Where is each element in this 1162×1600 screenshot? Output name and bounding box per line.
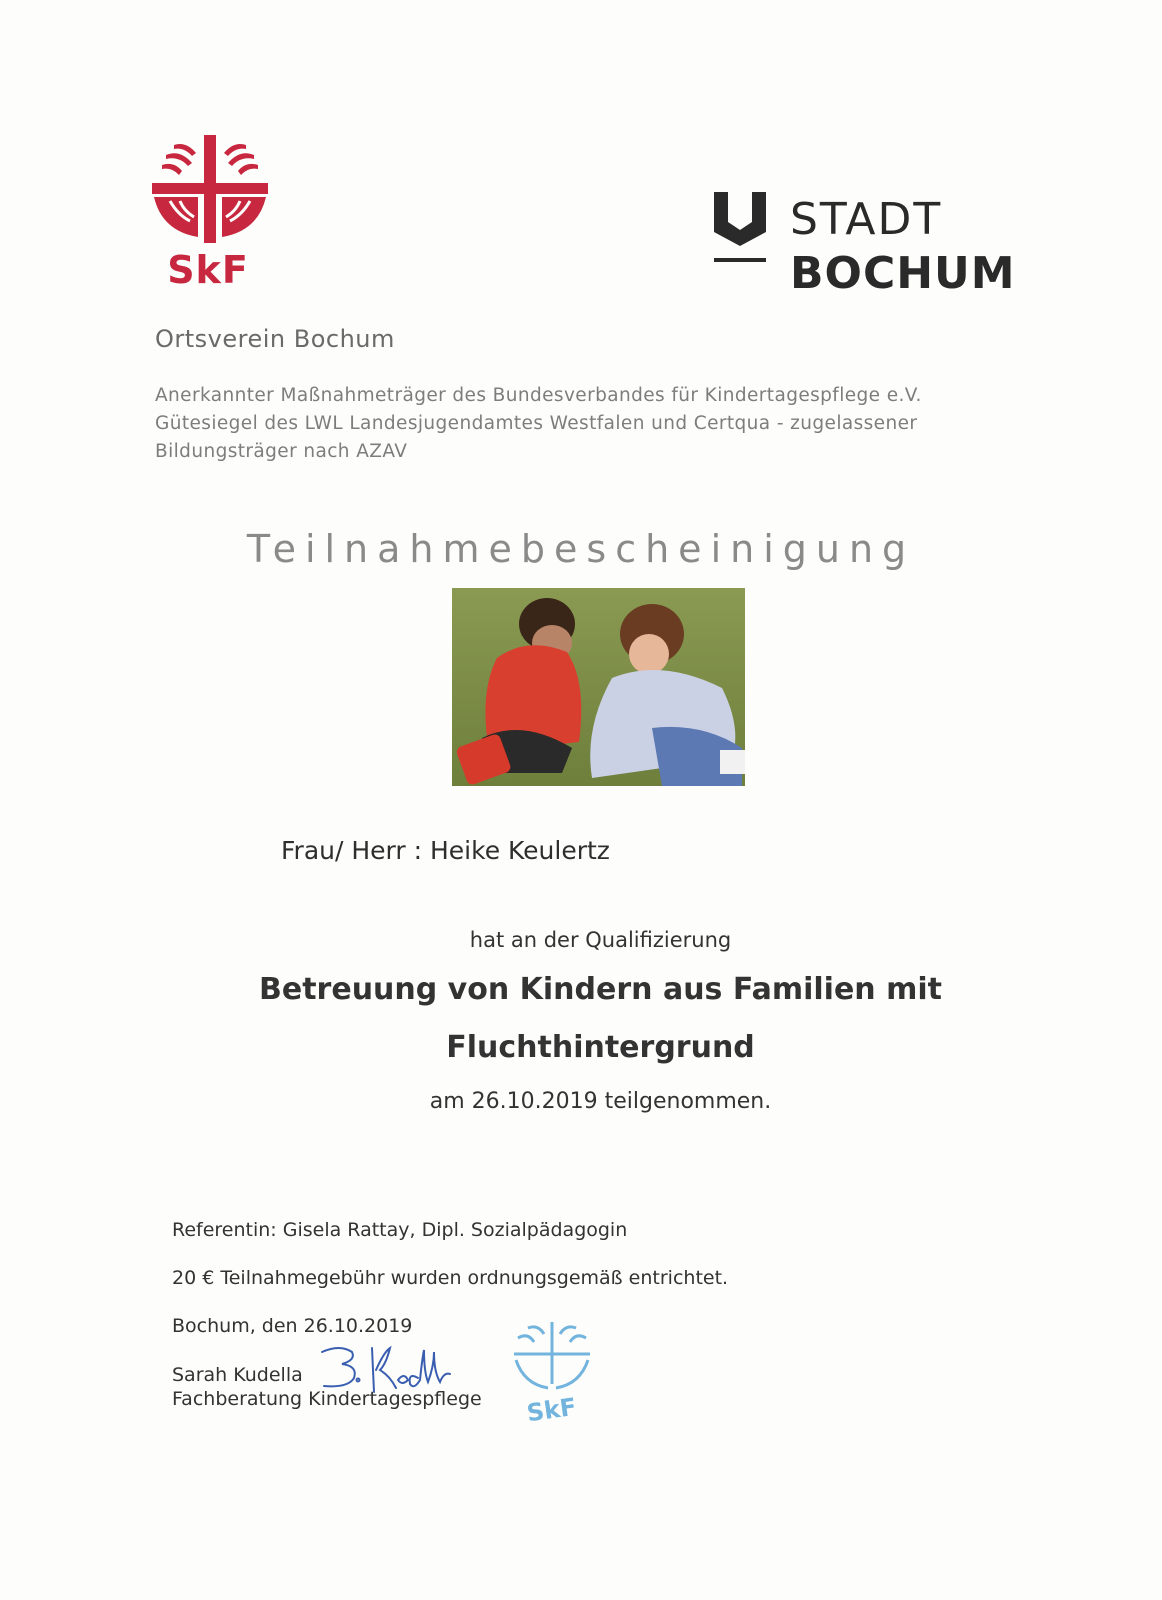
course-title-line2: Fluchthintergrund (446, 1030, 755, 1065)
organization-subtitle: Anerkannter Maßnahmeträger des Bundesverbandes für Kindertagespflege e.V. Gütesiegel des LWL Landesjugendamtes Westfalen und Certqua - zugelassener Bildungsträger nach AZAV (155, 385, 922, 462)
svg-text:SkF: SkF (525, 1392, 579, 1428)
bochum-book-icon (712, 190, 768, 268)
place-date-line: Bochum, den 26.10.2019 (172, 1315, 413, 1337)
referentin-line: Referentin: Gisela Rattay, Dipl. Sozialpädagogin (172, 1219, 628, 1241)
city-stadt-label: STADT (790, 194, 943, 245)
document-title: Teilnahmebescheinigung (246, 527, 916, 571)
participation-intro: hat an der Qualifizierung (469, 928, 732, 952)
recipient-line: Frau/ Herr : Heike Keulertz (281, 836, 610, 865)
handwritten-signature (320, 1340, 480, 1400)
course-title-line1: Betreuung von Kindern aus Familien mit (259, 972, 942, 1007)
skf-stamp (508, 1318, 596, 1430)
children-playing-photo (452, 588, 745, 786)
participation-date: am 26.10.2019 teilgenommen. (429, 1089, 772, 1114)
signer-role: Fachberatung Kindertagespflege (172, 1388, 482, 1410)
fee-line: 20 € Teilnahmegebühr wurden ordnungsgemäß entrichtet. (172, 1267, 729, 1289)
signer-name: Sarah Kudella (172, 1364, 303, 1386)
city-name-label: BOCHUM (790, 248, 1016, 299)
ortsverein-label: Ortsverein Bochum (155, 325, 395, 353)
skf-logo-text: SkF (167, 248, 249, 292)
